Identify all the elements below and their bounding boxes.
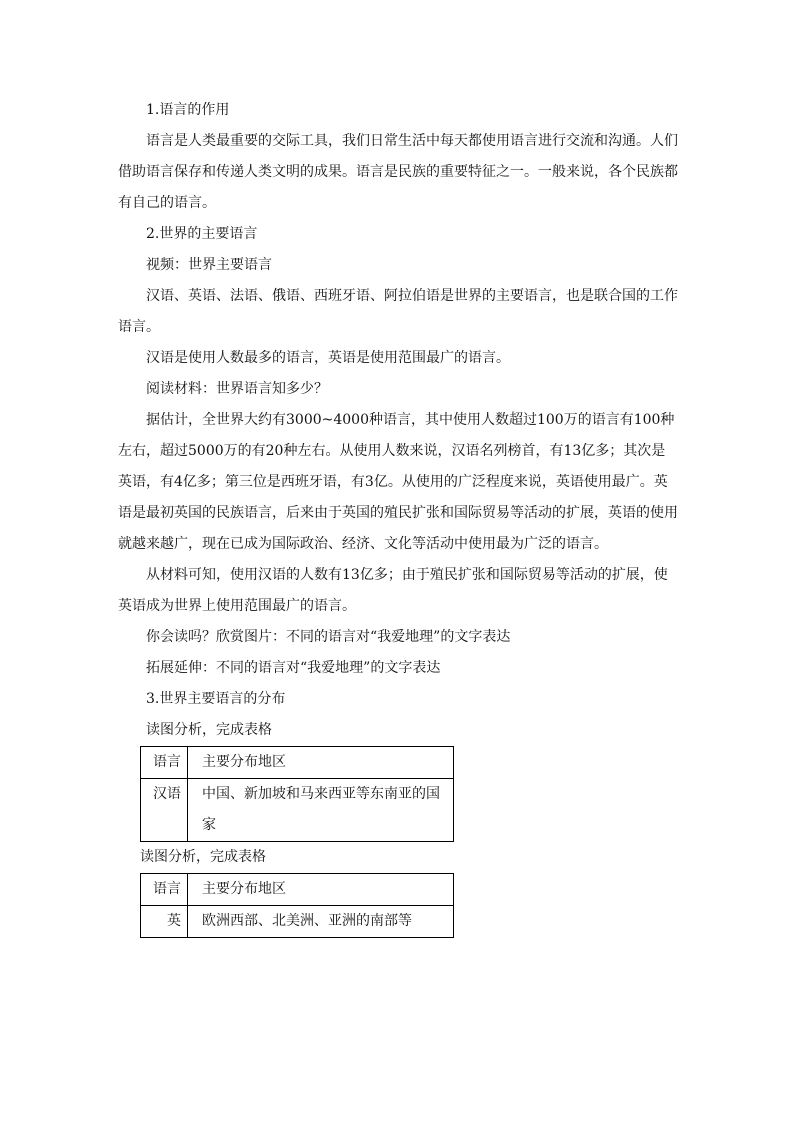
section-1-title: 1.语言的作用 <box>146 102 230 118</box>
paragraph-can-you-read: 你会读吗？欣赏图片：不同的语言对“我爱地理”的文字表达 <box>146 629 511 645</box>
table-row <box>141 874 454 906</box>
language-table-1 <box>140 746 454 842</box>
paragraph-language-role: 语言是人类最重要的交际工具，我们日常生活中每天都使用语言进行交流和沟通。人们借助语言保存和传递人类文明的成果。语言是民族的重要特征之一。一般来说，各个民族都有自己的语言。 <box>118 133 678 211</box>
table-cell: 汉语 <box>141 779 188 842</box>
task-label-2: 读图分析，完成表格 <box>140 849 266 865</box>
paragraph-chinese-english: 汉语是使用人数最多的语言，英语是使用范围最广的语言。 <box>146 350 510 366</box>
paragraph-reading-material: 据估计，全世界大约有3000~4000种语言，其中使用人数超过100万的语言有100种左右，超过5000万的有20种左右。从使用人数来说，汉语名列榜首，有13亿多；其次是英语，有4亿多；第三位是西班牙语，有3亿。从使用的广泛程度来说，英语使用最广。英语是最初英国的民族语言，后来由于英国的殖民扩张和国际贸易等活动的扩展，英语的使用就越来越广，现在已成为国际政治、经济、文化等活动中使用最为广泛的语言。 <box>118 412 678 552</box>
table-cell: 语言 <box>141 874 188 906</box>
table-cell: 中国、新加坡和马来西亚等东南亚的国家 <box>188 779 454 842</box>
section-2-title: 2.世界的主要语言 <box>146 226 258 242</box>
section-3-title: 3.世界主要语言的分布 <box>146 691 286 707</box>
language-table-2 <box>140 873 454 938</box>
document-body <box>118 95 678 938</box>
table-cell: 英 <box>141 906 188 938</box>
table-row <box>141 779 454 842</box>
task-label-1: 读图分析，完成表格 <box>146 722 272 738</box>
table-cell: 主要分布地区 <box>188 747 454 779</box>
paragraph-main-languages: 汉语、英语、法语、俄语、西班牙语、阿拉伯语是世界的主要语言，也是联合国的工作语言。 <box>118 288 678 335</box>
paragraph-conclusion: 从材料可知，使用汉语的人数有13亿多；由于殖民扩张和国际贸易等活动的扩展，使英语成为世界上使用范围最广的语言。 <box>118 567 668 614</box>
reading-material-title: 阅读材料：世界语言知多少？ <box>146 381 328 397</box>
table-cell: 主要分布地区 <box>188 874 454 906</box>
table-row <box>141 906 454 938</box>
video-label: 视频：世界主要语言 <box>146 257 272 273</box>
table-row <box>141 747 454 779</box>
table-cell: 欧洲西部、北美洲、亚洲的南部等 <box>188 906 454 938</box>
paragraph-extension: 拓展延伸：不同的语言对“我爱地理”的文字表达 <box>146 660 441 676</box>
table-cell: 语言 <box>141 747 188 779</box>
